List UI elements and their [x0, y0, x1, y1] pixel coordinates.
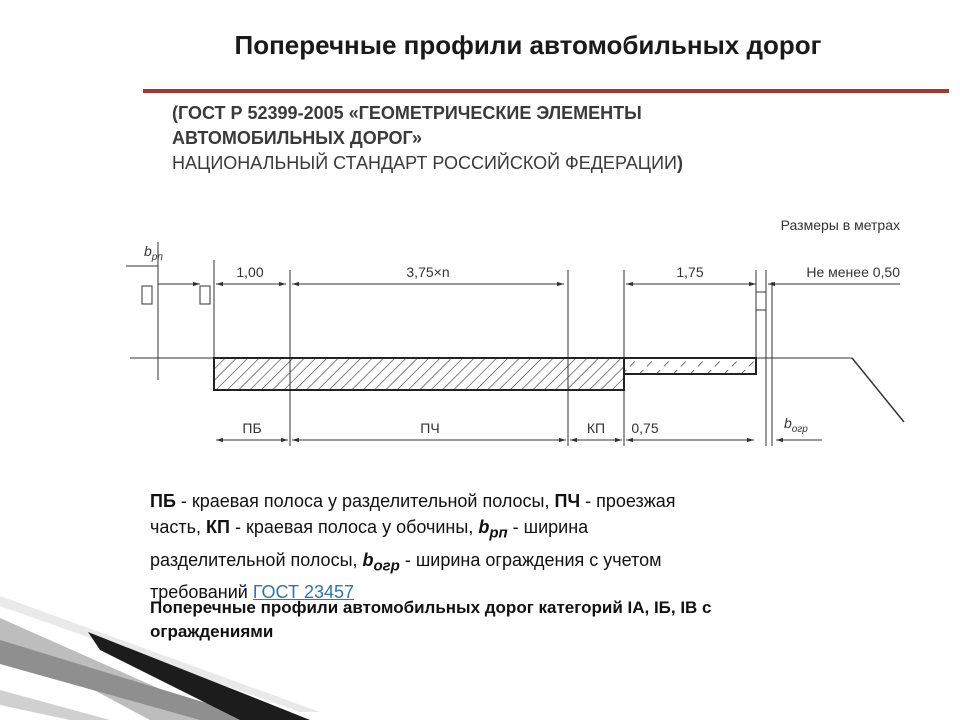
legend-brp-subscript: рп [489, 524, 508, 542]
figure-caption: Поперечные профили автомобильных дорог категорий IA, IБ, IВ с ограждениями [150, 598, 712, 641]
gost-line-2: АВТОМОБИЛЬНЫХ ДОРОГ» [172, 128, 423, 148]
legend-bogr-symbol: b [362, 549, 374, 570]
page-title: Поперечные профили автомобильных дорог [234, 30, 822, 60]
gost-reference [172, 101, 683, 176]
legend-pch-text: - проезжая часть, [150, 491, 676, 537]
b-rp-label: $b_{рп}$ [144, 243, 163, 263]
b-ogr-label: $b_{огр}$ [784, 415, 808, 435]
right-marker [756, 292, 766, 310]
title-divider [143, 89, 949, 93]
road-slab-main [214, 358, 624, 390]
gost-line-1: (ГОСТ Р 52399-2005 «ГЕОМЕТРИЧЕСКИЕ ЭЛЕМЕНТЫ [172, 103, 642, 123]
legend-pch-abbr: ПЧ [554, 491, 581, 511]
gost-standard-name: НАЦИОНАЛЬНЫЙ СТАНДАРТ РОССИЙСКОЙ ФЕДЕРАЦИИ [172, 153, 677, 173]
units-note: Размеры в метрах [780, 217, 900, 233]
gost-23457-link[interactable]: ГОСТ 23457 [252, 582, 355, 603]
dim-top-1: 1,00 [236, 264, 264, 280]
legend-pb-abbr: ПБ [150, 491, 176, 511]
legend-brp-text: - ширина разделительной полосы, [150, 517, 589, 570]
legend-bogr-subscript: огр [373, 557, 400, 575]
legend-kp-abbr: КП [206, 517, 230, 537]
legend-bogr-text: - ширина ограждения с учетом требований [150, 549, 662, 603]
dim-top-4: Не менее 0,50 [806, 264, 900, 280]
segment-pch: ПЧ [420, 420, 440, 436]
road-slab-shoulder [624, 358, 756, 374]
segment-kp: КП [586, 420, 606, 436]
segment-pb: ПБ [242, 420, 262, 436]
gost-line-3 [172, 151, 683, 176]
segment-075: 0,75 [631, 420, 659, 436]
gost-closing-paren: ) [676, 153, 683, 173]
dim-top-3: 1,75 [676, 264, 704, 280]
legend-text [150, 488, 710, 605]
left-marker [142, 286, 152, 304]
slope-line [852, 358, 904, 422]
left-marker [200, 286, 210, 304]
legend-kp-text: - краевая полоса у обочины, [229, 517, 479, 537]
dim-top-2: 3,75×n [406, 264, 450, 280]
road-profile-diagram [100, 200, 920, 470]
legend-brp-symbol: b [478, 517, 490, 537]
legend-pb-text: - краевая полоса у разделительной полосы, [175, 491, 555, 511]
